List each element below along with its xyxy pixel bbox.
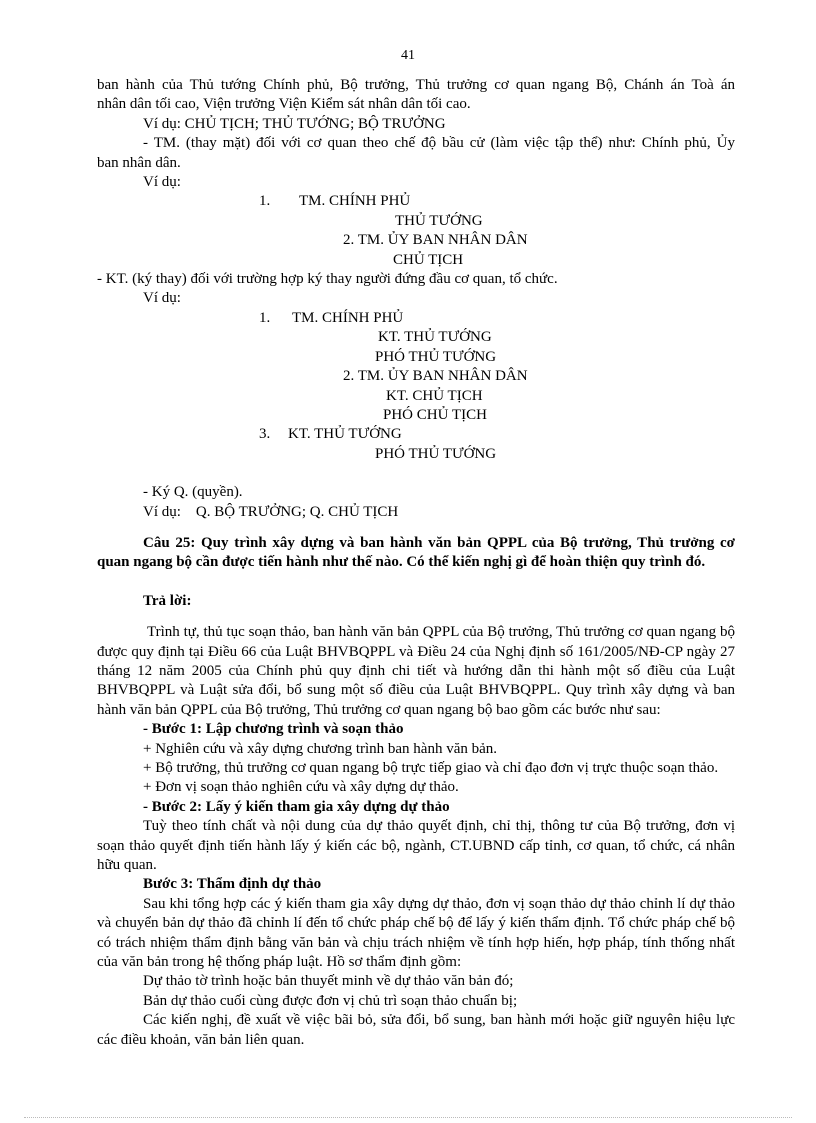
signature-line: KT. CHỦ TỊCH (386, 387, 483, 404)
list-item: + Đơn vị soạn thảo nghiên cứu và xây dựng dự thảo. (143, 779, 459, 796)
signature-line: THỦ TƯỚNG (395, 212, 483, 229)
signature-line: PHÓ THỦ TƯỚNG (375, 348, 497, 365)
list-item: Bản dự thảo cuối cùng được đơn vị chủ trì soạn thảo chuẩn bị; (143, 992, 518, 1009)
answer-label: Trả lời: (143, 592, 192, 609)
signature-line: PHÓ THỦ TƯỚNG (375, 445, 497, 462)
page-number: 41 (401, 48, 415, 63)
list-item: Dự thảo tờ trình hoặc bản thuyết minh về dự thảo văn bản đó; (143, 973, 514, 990)
signature-line: 1. TM. CHÍNH PHỦ (259, 193, 411, 210)
list-item: + Nghiên cứu và xây dựng chương trình ban hành văn bản. (143, 740, 498, 757)
signature-line: 2. TM. ỦY BAN NHÂN DÂN (343, 368, 528, 385)
text-line: Ví dụ: Q. BỘ TRƯỞNG; Q. CHỦ TỊCH (143, 503, 399, 520)
paragraph: Sau khi tổng hợp các ý kiến tham gia xây dựng dự thảo, đơn vị soạn thảo dự thảo chỉnh lí dự thảo và chuyển bản dự thảo đã chỉnh lí đến tổ chức pháp chế bộ để lấy ý kiến thẩm định. Tổ chức pháp chế bộ có trách nhiệm thẩm định bằng văn bản và chịu trách nhiệm về tính hợp hiến, hợp pháp, tính thống nhất của văn bản trong hệ thống pháp luật. Hồ sơ thẩm định gồm: (97, 895, 735, 971)
list-item: + Bộ trưởng, thủ trưởng cơ quan ngang bộ trực tiếp giao và chỉ đạo đơn vị trực thuộc soạn thảo. (143, 760, 719, 776)
paragraph: Trình tự, thủ tục soạn thảo, ban hành văn bản QPPL của Bộ trưởng, Thủ trưởng cơ quan ngang bộ được quy định tại Điều 66 của Luật BHVBQPPL và Điều 24 của Nghị định số 161/2005/NĐ-CP ngày 27 tháng 12 năm 2005 của Chính phủ quy định chi tiết và hướng dẫn thi hành một số điều của Luật BHVBQPPL và Luật sửa đổi, bổ sung một số điều của Luật BHVBQPPL. Quy trình xây dựng và ban hành văn bản QPPL của Bộ trưởng, Thủ trưởng cơ quan ngang bộ bao gồm các bước như sau: (97, 624, 735, 718)
text-line: - KT. (ký thay) đối với trường hợp ký thay người đứng đầu cơ quan, tổ chức. (97, 271, 558, 288)
text-line: Ví dụ: (143, 290, 181, 307)
step-heading: Bước 3: Thẩm định dự thảo (143, 876, 322, 893)
text-line: - TM. (thay mặt) đối với cơ quan theo chế độ bầu cử (làm việc tập thể) như: Chính phủ, Ủy (143, 135, 735, 152)
signature-example-2 (97, 309, 735, 464)
text-line: nhân dân tối cao, Viện trưởng Viện Kiểm sát nhân dân tối cao. (97, 96, 471, 113)
signature-line: 1. TM. CHÍNH PHỦ (259, 309, 404, 326)
text-line: Ví dụ: (143, 174, 181, 191)
signature-example-1 (97, 192, 735, 270)
signature-line: PHÓ CHỦ TỊCH (383, 406, 487, 423)
text-line: ban hành của Thủ tướng Chính phủ, Bộ trưởng, Thủ trưởng cơ quan ngang Bộ, Chánh án Toà án (97, 77, 735, 93)
list-item: Các kiến nghị, đề xuất về việc bãi bỏ, sửa đổi, bổ sung, ban hành mới hoặc giữ nguyên hiệu lực các điều khoản, văn bản liên quan. (97, 1012, 735, 1048)
signature-line: 3. KT. THỦ TƯỚNG (259, 426, 402, 443)
text-line: - Ký Q. (quyền). (143, 484, 243, 501)
page-bottom-divider (24, 1117, 792, 1118)
step-heading: - Bước 2: Lấy ý kiến tham gia xây dựng dự thảo (143, 798, 450, 815)
text-line: Ví dụ: CHỦ TỊCH; THỦ TƯỚNG; BỘ TRƯỞNG (143, 115, 446, 132)
question-heading: Câu 25: Quy trình xây dựng và ban hành văn bản QPPL của Bộ trưởng, Thủ trưởng cơ quan ngang bộ cần được tiến hành như thế nào. Có thể kiến nghị gì để hoàn thiện quy trình đó. (97, 534, 735, 571)
step-heading: - Bước 1: Lập chương trình và soạn thảo (143, 721, 404, 738)
text-line: ban nhân dân. (97, 154, 181, 171)
signature-line: KT. THỦ TƯỚNG (378, 329, 492, 346)
signature-line: CHỦ TỊCH (393, 251, 464, 268)
paragraph: Tuỳ theo tính chất và nội dung của dự thảo quyết định, chỉ thị, thông tư của Bộ trưởng, đơn vị soạn thảo quyết định tiến hành lấy ý kiến các bộ, ngành, CT.UBND cấp tỉnh, cơ quan, tổ chức, cá nhân hữu quan. (97, 818, 735, 874)
document-body (97, 76, 735, 1050)
signature-line: 2. TM. ỦY BAN NHÂN DÂN (343, 232, 528, 249)
